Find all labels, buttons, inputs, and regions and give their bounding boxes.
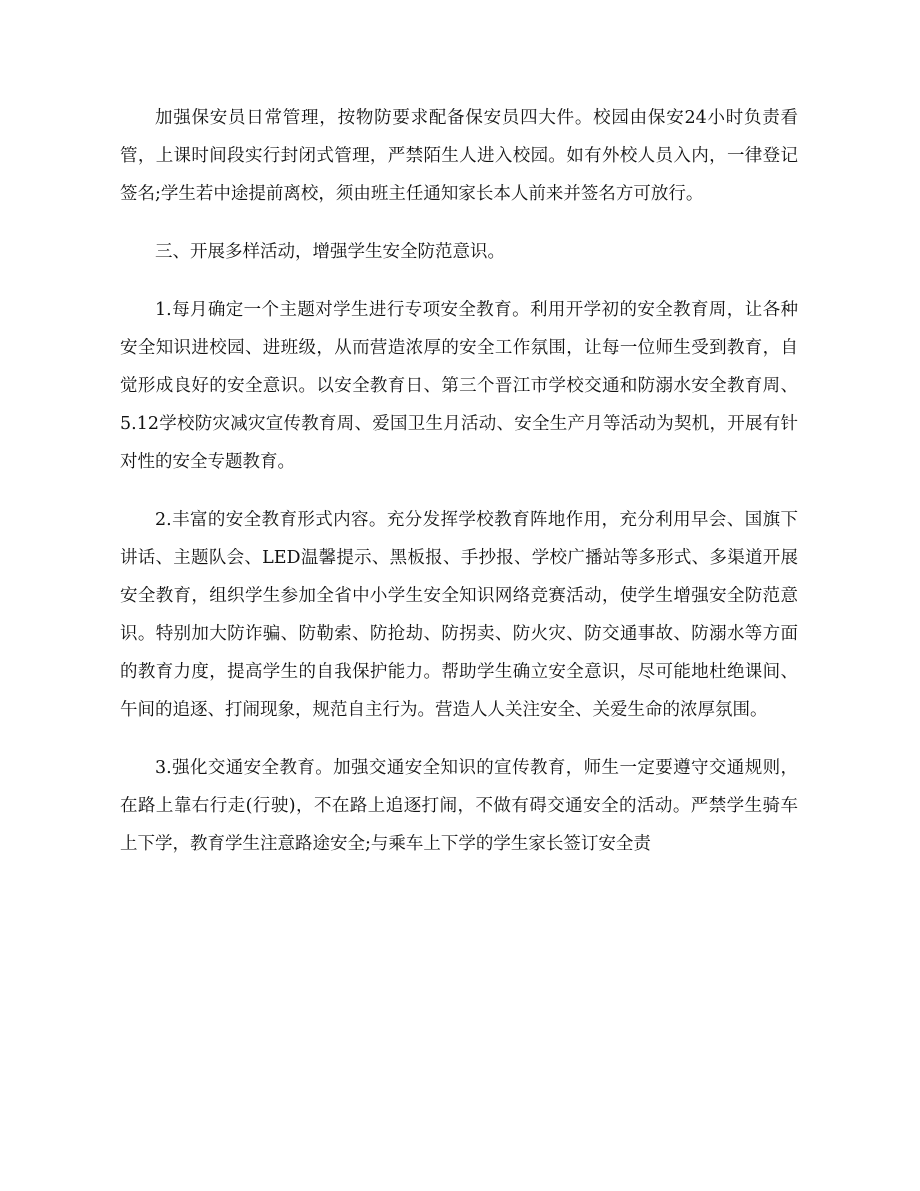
paragraph-item-1: 1.每月确定一个主题对学生进行专项安全教育。利用开学初的安全教育周，让各种安全知识进校园、进班级，从而营造浓厚的安全工作氛围，让每一位师生受到教育，自觉形成良好的安全意识。以安全教育日、第三个晋江市学校交通和防溺水安全教育周、5.12学校防灾减灾宣传教育周、爱国卫生月活动、安全生产月等活动为契机，开展有针对性的安全专题教育。 [120, 300, 798, 472]
document-body [120, 99, 798, 883]
section-heading-three: 三、开展多样活动，增强学生安全防范意识。 [155, 242, 505, 262]
paragraph-security-guards: 加强保安员日常管理，按物防要求配备保安员四大件。校园由保安24小时负责看管，上课时间段实行封闭式管理，严禁陌生人进入校园。如有外校人员入内，一律登记签名;学生若中途提前离校，须由班主任通知家长本人前来并签名方可放行。 [120, 108, 798, 204]
paragraph-item-3: 3.强化交通安全教育。加强交通安全知识的宣传教育，师生一定要遵守交通规则，在路上靠右行走(行驶)，不在路上追逐打闹，不做有碍交通安全的活动。严禁学生骑车上下学，教育学生注意路途安全;与乘车上下学的学生家长签订安全责 [120, 758, 798, 854]
paragraph-item-2: 2.丰富的安全教育形式内容。充分发挥学校教育阵地作用，充分利用早会、国旗下讲话、主题队会、LED温馨提示、黑板报、手抄报、学校广播站等多形式、多渠道开展安全教育，组织学生参加全省中小学生安全知识网络竞赛活动，使学生增强安全防范意识。特别加大防诈骗、防勒索、防抢劫、防拐卖、防火灾、防交通事故、防溺水等方面的教育力度，提高学生的自我保护能力。帮助学生确立安全意识，尽可能地杜绝课间、午间的追逐、打闹现象，规范自主行为。营造人人关注安全、关爱生命的浓厚氛围。 [120, 510, 798, 720]
